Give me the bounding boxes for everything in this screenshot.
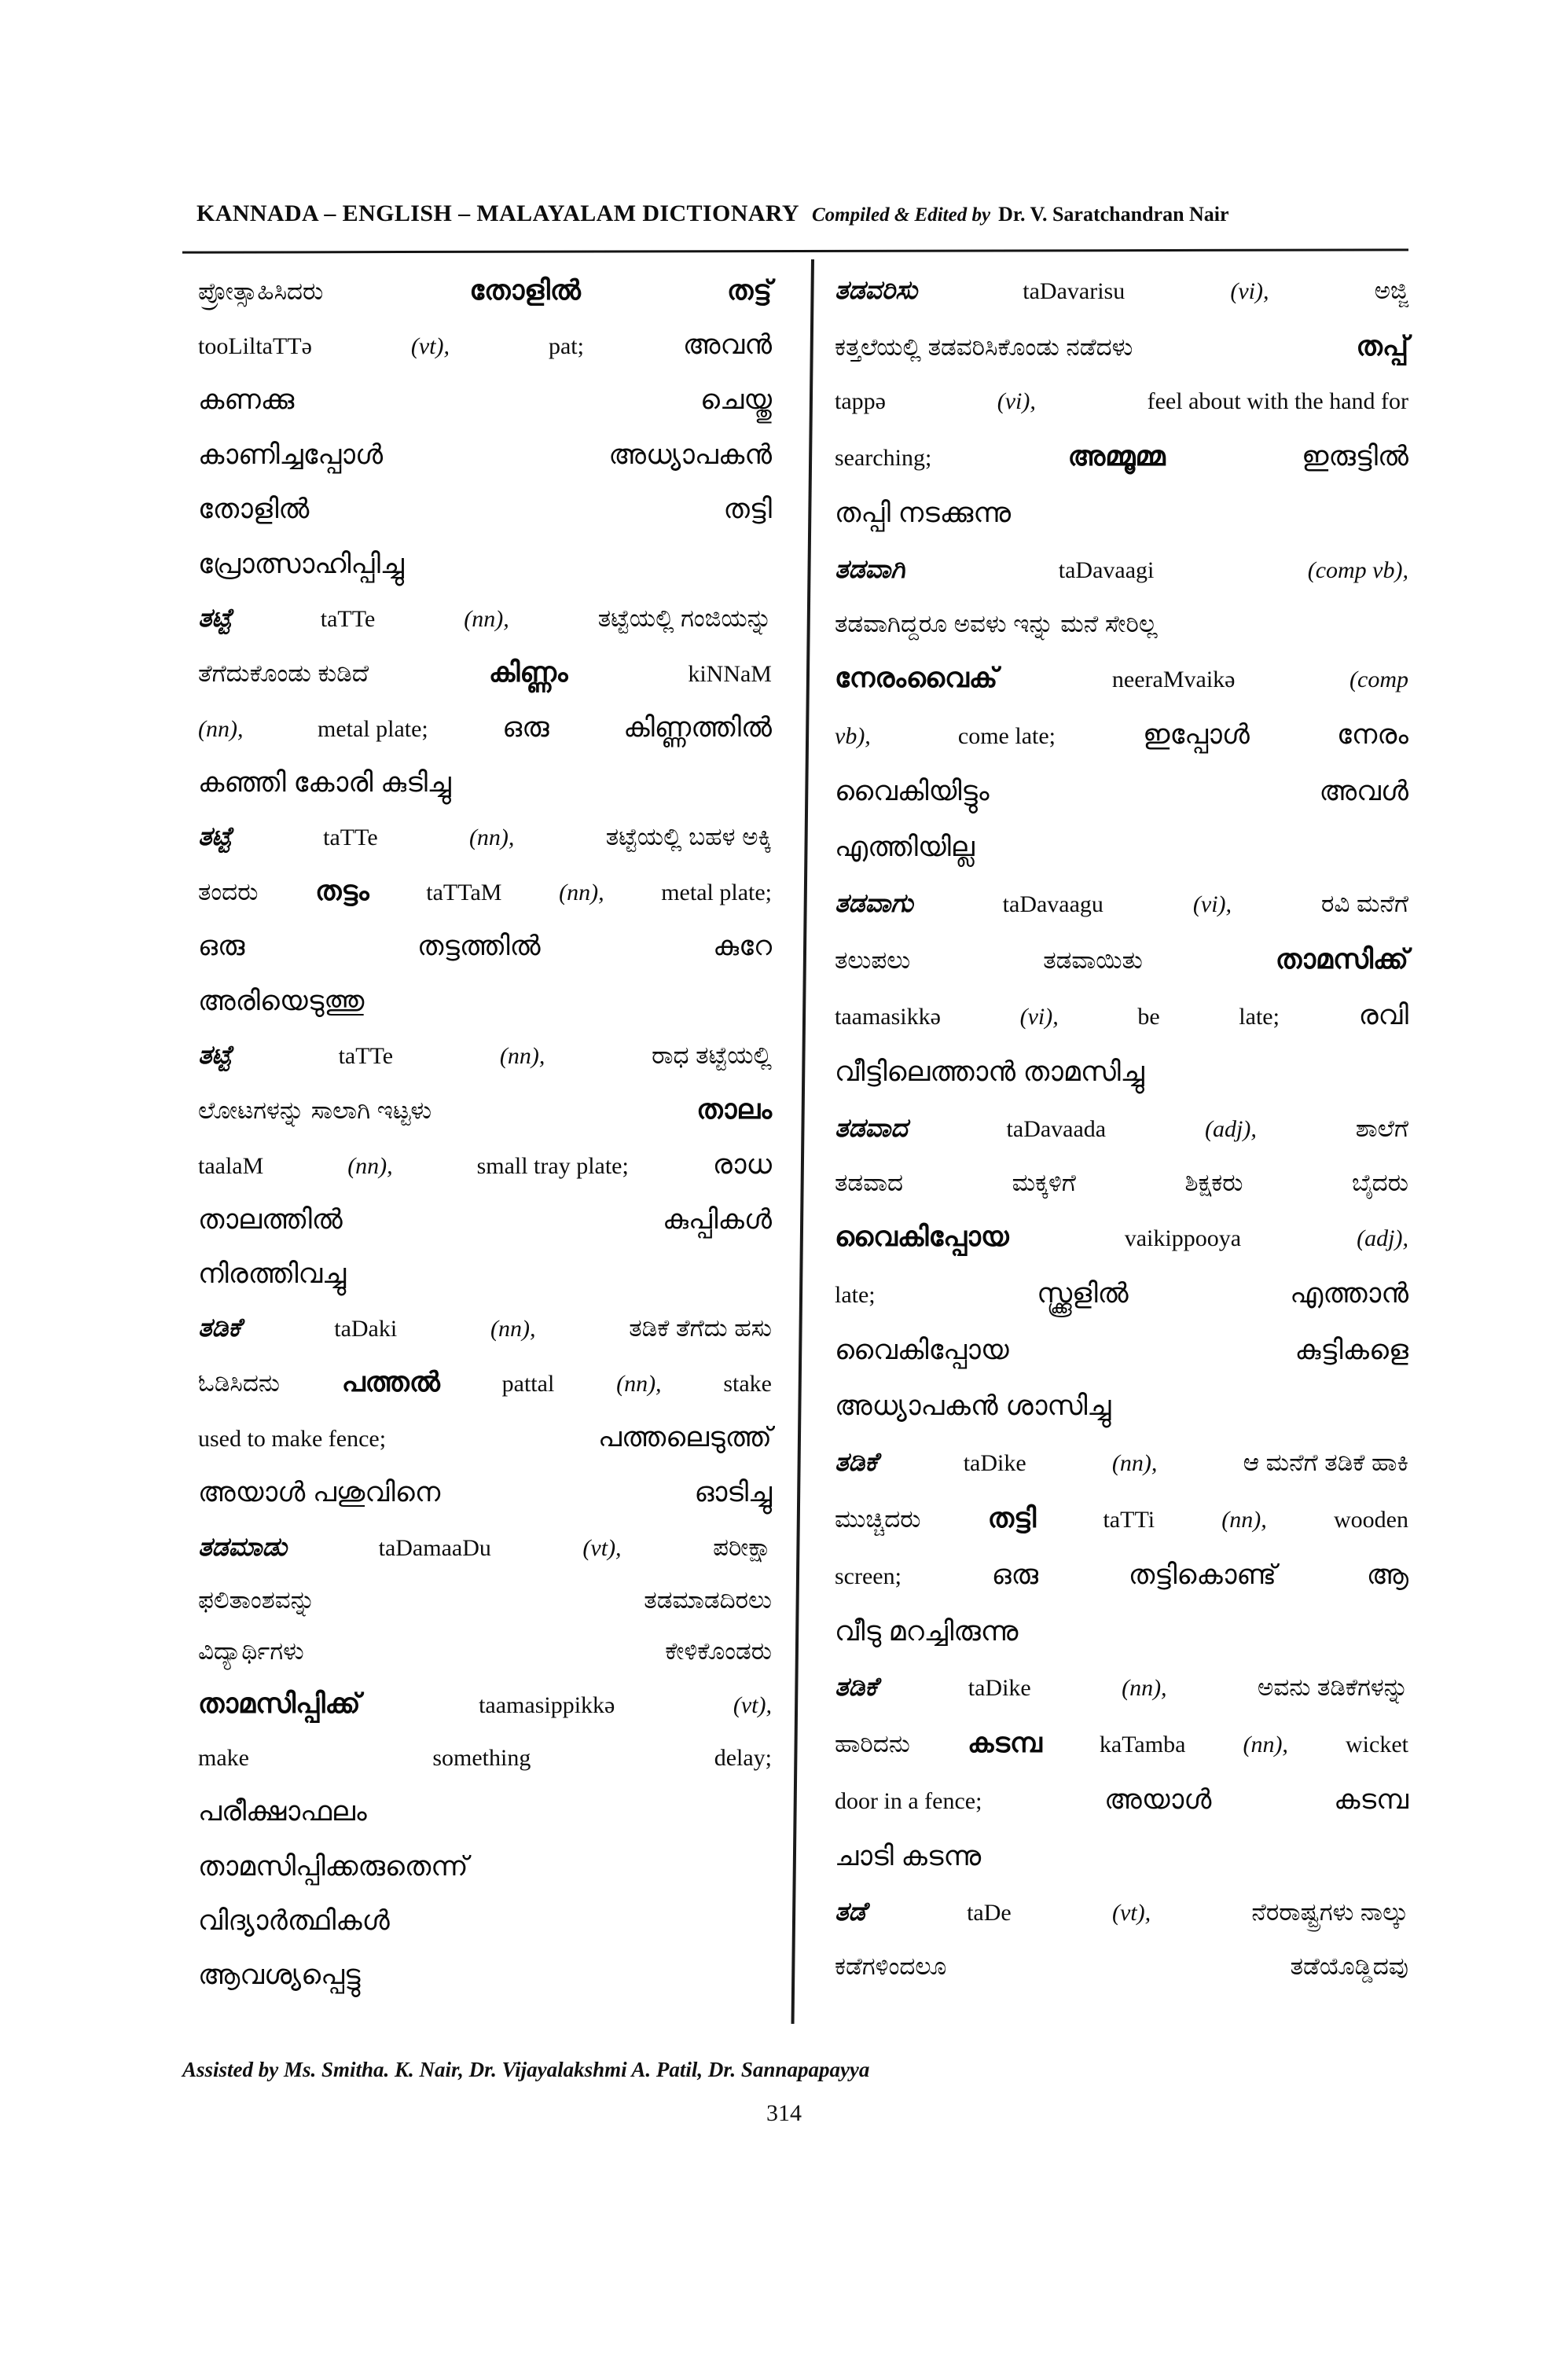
- entry-text: used to make fence;: [198, 1426, 387, 1453]
- dictionary-line: [198, 495, 772, 523]
- dictionary-line: [198, 1423, 772, 1453]
- page-number: 314: [766, 2100, 802, 2126]
- entry-text: വീട്ടിലെത്താൻ താമസിച്ചു: [835, 1056, 1144, 1088]
- dictionary-line: [835, 388, 1408, 415]
- entry-text: screen;: [835, 1563, 902, 1589]
- entry-text: metal plate;: [318, 715, 428, 742]
- entry-text: feel about with the hand for: [1147, 388, 1408, 415]
- entry-text: ഒരു: [991, 1559, 1039, 1590]
- dictionary-line: [198, 1203, 772, 1235]
- entry-text: ಅಜ್ಜಿ: [1374, 277, 1408, 304]
- entry-text: taTTe: [320, 605, 376, 632]
- dictionary-line: [835, 1729, 1408, 1758]
- entry-text: be: [1137, 1004, 1160, 1030]
- entry-text: (vi),: [1192, 891, 1232, 917]
- entry-text: താമസിക്ക്: [1275, 943, 1408, 975]
- headword: ತಡವರಿಸು: [835, 275, 918, 304]
- entry-text: (nn),: [499, 1043, 545, 1070]
- entry-text: കഞ്ഞി കോരി കുടിച്ചു: [198, 766, 451, 798]
- entry-text: searching;: [835, 445, 932, 472]
- entry-text: അയാൾ: [1104, 1783, 1212, 1815]
- entry-text: pattal: [501, 1371, 555, 1398]
- entry-text: (vt),: [733, 1692, 772, 1719]
- footer-credit: Assisted by Ms. Smitha. K. Nair, Dr. Vijayalakshmi A. Patil, Dr. Sannapapayya: [182, 2058, 870, 2081]
- entry-text: തട്ടികൊണ്ട്: [1128, 1559, 1276, 1590]
- entry-text: ಮಕ್ಕಳಿಗೆ: [1012, 1168, 1076, 1196]
- entry-text: taTTaM: [426, 880, 502, 906]
- entry-text: കടമ്പ: [967, 1727, 1042, 1758]
- dictionary-line: [198, 1798, 772, 1826]
- entry-text: തട്ടം: [315, 876, 369, 907]
- entry-text: ಕಡೆಗಳಿಂದಲೂ: [835, 1952, 947, 1981]
- entry-text: അധ്യാപകൻ: [608, 439, 772, 470]
- entry-text: തോളിൽ: [198, 494, 310, 525]
- entry-text: (nn),: [490, 1316, 536, 1342]
- entry-text: കുപ്പികൾ: [663, 1203, 772, 1235]
- entry-text: അവൾ: [1319, 776, 1408, 807]
- dictionary-line: [198, 1745, 772, 1772]
- entry-text: ಅವನು ತಡಿಕೆಗಳನ್ನು: [1257, 1673, 1408, 1701]
- entry-text: late;: [835, 1281, 876, 1308]
- entry-text: ಓಡಿಸಿದನು: [198, 1369, 280, 1398]
- entry-text: ತಲುಪಲು: [835, 946, 911, 974]
- dictionary-line: [198, 604, 772, 633]
- entry-text: make: [198, 1745, 249, 1772]
- entry-text: ಬೈದರು: [1352, 1168, 1408, 1196]
- entry-text: taTTe: [323, 825, 378, 851]
- dictionary-line: [835, 1673, 1408, 1702]
- entry-text: തട്ടി: [723, 494, 772, 525]
- entry-text: something: [432, 1745, 531, 1772]
- dictionary-line: [835, 499, 1408, 527]
- entry-text: (nn),: [198, 715, 244, 742]
- dictionary-line: [835, 1336, 1408, 1364]
- entry-text: taDike: [963, 1449, 1026, 1476]
- dictionary-line: [198, 1533, 772, 1562]
- entry-text: taDavarisu: [1023, 278, 1126, 304]
- entry-text: ರಾಧ ತಟ್ಟೆಯಲ್ಲಿ: [652, 1041, 772, 1070]
- entry-text: wooden: [1333, 1506, 1408, 1533]
- dictionary-line: [835, 443, 1408, 472]
- dictionary-line: [835, 1277, 1408, 1309]
- dictionary-line: [198, 987, 772, 1016]
- entry-text: taDavaagu: [1002, 891, 1103, 917]
- entry-text: വീടു മറച്ചിരുന്നു: [835, 1615, 1019, 1647]
- entry-text: tooLiltaTTə: [198, 333, 312, 360]
- entry-text: (nn),: [1221, 1506, 1267, 1533]
- entry-text: door in a fence;: [835, 1787, 982, 1814]
- entry-text: (vt),: [582, 1534, 622, 1561]
- entry-text: (comp: [1350, 667, 1408, 693]
- dictionary-line: [835, 721, 1408, 750]
- entry-text: ആ: [1366, 1559, 1408, 1590]
- dictionary-line: [198, 1368, 772, 1398]
- entry-text: അയാൾ പശുവിനെ: [198, 1477, 441, 1508]
- entry-text: (nn),: [1111, 1449, 1158, 1476]
- dictionary-line: [835, 1954, 1408, 1979]
- dictionary-line: [198, 1260, 772, 1288]
- dictionary-line: [835, 1446, 1408, 1477]
- dictionary-line: [198, 1478, 772, 1507]
- entry-text: taDike: [968, 1674, 1031, 1701]
- dictionary-line: [835, 1561, 1408, 1590]
- entry-text: കടമ്പ: [1334, 1783, 1408, 1815]
- entry-text: ಶಿಕ್ಷಕರು: [1184, 1168, 1243, 1196]
- entry-text: ತಡವಾಯಿತು: [1043, 946, 1143, 974]
- dictionary-line: [835, 1058, 1408, 1086]
- dictionary-line: [198, 932, 772, 960]
- entry-text: ತಟ್ಟೆಯಲ್ಲಿ ಬಹಳ ಅಕ್ಕಿ: [605, 823, 772, 851]
- dictionary-line: [198, 1148, 772, 1180]
- dictionary-line: [835, 1001, 1408, 1030]
- entry-text: taamasikkə: [835, 1004, 941, 1030]
- entry-text: small tray plate;: [476, 1152, 629, 1179]
- entry-text: കണക്കു: [198, 384, 295, 416]
- entry-text: taDaki: [334, 1316, 398, 1342]
- entry-text: late;: [1239, 1004, 1280, 1030]
- dictionary-line: [198, 877, 772, 906]
- entry-text: ഒരു: [198, 931, 245, 962]
- dictionary-line: [198, 550, 772, 578]
- dictionary-line: [835, 887, 1408, 918]
- entry-text: taamasippikkə: [479, 1692, 615, 1719]
- entry-text: stake: [723, 1371, 772, 1398]
- entry-text: taDavaada: [1006, 1115, 1107, 1142]
- headword: ತಟ್ಟೆ: [198, 1040, 232, 1070]
- entry-text: തട്ടി: [987, 1502, 1037, 1533]
- entry-text: പ്രോത്സാഹിപ്പിച്ചു: [198, 548, 404, 579]
- entry-text: പത്തലെടുത്ത്: [598, 1422, 772, 1453]
- entry-text: തപ്പ്: [1356, 331, 1408, 362]
- dictionary-line: [835, 1898, 1408, 1926]
- dictionary-line: [198, 277, 772, 305]
- entry-text: രവി: [1358, 1000, 1408, 1031]
- entry-text: താമസിപ്പിക്കരുതെന്ന്: [198, 1850, 468, 1882]
- entry-text: കുട്ടികളെ: [1294, 1334, 1408, 1365]
- dictionary-line: [835, 1170, 1408, 1196]
- headword: ತಟ್ಟೆ: [198, 602, 232, 632]
- entry-text: അധ്യാപകൻ ശാസിച്ചു: [835, 1390, 1111, 1422]
- entry-text: താലത്തിൽ: [198, 1203, 343, 1235]
- entry-text: രാധ: [712, 1148, 772, 1180]
- entry-text: kaTamba: [1099, 1731, 1186, 1757]
- dictionary-line: [835, 1504, 1408, 1533]
- entry-text: vb),: [835, 723, 871, 750]
- entry-text: ಲೋಟಗಳನ್ನು ಸಾಲಾಗಿ ಇಟ್ಟಳು: [198, 1096, 432, 1125]
- entry-text: ഇരുട്ടിൽ: [1302, 441, 1408, 472]
- left-column: [198, 277, 772, 2016]
- entry-text: ഓടിച്ചു: [694, 1477, 772, 1508]
- headword: ತಡವಾದ: [835, 1112, 908, 1142]
- entry-text: ആവശ്യപ്പെട്ടു: [198, 1959, 361, 1991]
- header-rule: [182, 248, 1408, 253]
- entry-text: വൈകിപ്പോയ: [835, 1334, 1009, 1365]
- entry-text: wicket: [1346, 1731, 1408, 1757]
- entry-text: taDe: [967, 1900, 1012, 1926]
- entry-text: (vt),: [410, 333, 450, 360]
- entry-text: അരിയെടുത്തു: [198, 985, 365, 1016]
- entry-text: tappə: [835, 388, 886, 415]
- entry-text: തട്ട്: [726, 275, 772, 306]
- dictionary-line: [198, 1961, 772, 1989]
- dictionary-line: [835, 1783, 1408, 1815]
- dictionary-line: [835, 1112, 1408, 1143]
- dictionary-line: [835, 1223, 1408, 1252]
- dictionary-line: [835, 1615, 1408, 1647]
- entry-text: (adj),: [1205, 1115, 1257, 1142]
- dictionary-line: [835, 943, 1408, 975]
- entry-text: (nn),: [347, 1152, 393, 1179]
- dictionary-line: [198, 1585, 772, 1614]
- running-head-title: KANNADA – ENGLISH – MALAYALAM DICTIONARY: [196, 200, 799, 226]
- dictionary-line: [198, 441, 772, 469]
- dictionary-line: [835, 1392, 1408, 1420]
- entry-text: നേരംവൈക്: [835, 663, 998, 694]
- column-divider: [791, 259, 814, 2024]
- entry-text: ಕೇಳಿಕೊಂಡರು: [665, 1636, 772, 1665]
- entry-text: ഇപ്പോൾ: [1143, 719, 1250, 751]
- headword: ತಡೆ: [835, 1897, 866, 1926]
- dictionary-line: [198, 1096, 772, 1124]
- entry-text: കുറേ: [713, 931, 772, 962]
- headword: ತಡಿಕೆ: [835, 1446, 878, 1476]
- entry-text: സ്ക്കൂളിൽ: [1037, 1277, 1129, 1309]
- headword: ತಡವಾಗಿ: [835, 553, 905, 583]
- entry-text: come late;: [957, 723, 1056, 750]
- entry-text: (vi),: [997, 388, 1036, 415]
- entry-text: കിണ്ണത്തിൽ: [623, 711, 772, 743]
- headword: ತಡಮಾಡು: [198, 1531, 288, 1561]
- entry-text: (nn),: [468, 825, 515, 851]
- dictionary-line: [198, 1850, 772, 1882]
- entry-text: പത്തൽ: [341, 1367, 440, 1398]
- entry-text: വിദ്യാർത്ഥികൾ: [198, 1904, 390, 1936]
- entry-text: kiNNaM: [688, 660, 772, 687]
- dictionary-line: [835, 277, 1408, 305]
- entry-text: ತಡವಾಗಿದ್ದರೂ ಅವಳು ಇನ್ನು ಮನೆ ಸೇರಿಲ್ಲ: [835, 609, 1158, 637]
- dictionary-line: [198, 656, 772, 688]
- entry-text: വൈകിപ്പോയ: [835, 1221, 1009, 1252]
- entry-text: നേരം: [1337, 719, 1408, 751]
- entry-text: taDamaaDu: [378, 1534, 491, 1561]
- entry-text: ಮುಚ್ಚಿದರು: [835, 1504, 921, 1533]
- dictionary-line: [198, 1690, 772, 1719]
- entry-text: metal plate;: [661, 880, 772, 906]
- entry-text: നിരത്തിവച്ചു: [198, 1258, 347, 1289]
- entry-text: ತಡಿಕೆ ತೆಗೆದು ಹಸು: [629, 1314, 772, 1342]
- dictionary-line: [198, 823, 772, 851]
- entry-text: ಹಾರಿದನು: [835, 1729, 910, 1757]
- entry-text: തോളിൽ: [469, 275, 581, 306]
- entry-text: ಶಾಲೆಗೆ: [1355, 1114, 1408, 1142]
- entry-text: ഒരു: [502, 711, 549, 743]
- entry-text: താലം: [696, 1094, 772, 1126]
- dictionary-line: [198, 1636, 772, 1665]
- headword: ತಡಿಕೆ: [835, 1671, 878, 1701]
- headword: ತಟ್ಟೆ: [198, 821, 232, 851]
- right-column: [835, 277, 1408, 2007]
- dictionary-line: [835, 1842, 1408, 1871]
- entry-text: പരീക്ഷാഫലം: [198, 1796, 367, 1827]
- running-head-compiled-label: Compiled & Edited by: [811, 204, 991, 226]
- entry-text: (vt),: [1111, 1900, 1151, 1926]
- dictionary-line: [198, 711, 772, 743]
- dictionary-line: [835, 777, 1408, 806]
- entry-text: (nn),: [1243, 1731, 1288, 1757]
- dictionary-line: [835, 833, 1408, 861]
- entry-text: (comp vb),: [1307, 556, 1408, 583]
- entry-text: vaikippooya: [1124, 1225, 1242, 1251]
- entry-text: (vi),: [1019, 1004, 1059, 1030]
- entry-text: (nn),: [464, 605, 509, 632]
- dictionary-line: [835, 609, 1408, 637]
- headword: ತಡವಾಗು: [835, 887, 913, 917]
- entry-text: തട്ടത്തിൽ: [417, 931, 541, 962]
- entry-text: (nn),: [616, 1371, 662, 1398]
- dictionary-line: [835, 553, 1408, 584]
- entry-text: delay;: [714, 1745, 772, 1772]
- entry-text: ಪ್ರೋತ್ಸಾಹಿಸಿದರು: [198, 277, 324, 305]
- headword: ತಡಿಕೆ: [198, 1313, 241, 1342]
- dictionary-line: [198, 331, 772, 360]
- entry-text: ತಂದರು: [198, 878, 259, 906]
- dictionary-line: [198, 386, 772, 414]
- entry-text: neeraMvaikə: [1111, 667, 1236, 693]
- entry-text: (adj),: [1357, 1225, 1408, 1251]
- entry-text: എത്താൻ: [1290, 1277, 1408, 1309]
- entry-text: ಆ ಮನೆಗೆ ತಡಿಕೆ ಹಾಕಿ: [1243, 1448, 1408, 1476]
- entry-text: ನೆರರಾಷ್ಟ್ರಗಳು ನಾಲ್ಕು: [1251, 1898, 1408, 1926]
- dictionary-line: [198, 766, 772, 798]
- entry-text: ತೆಗೆದುಕೊಂಡು ಕುಡಿದೆ: [198, 659, 369, 687]
- entry-text: അവൻ: [682, 329, 772, 361]
- entry-text: ವಿದ್ಯಾರ್ಥಿಗಳು: [198, 1636, 304, 1665]
- entry-text: ತಡಮಾಡದಿರಲು: [644, 1585, 772, 1614]
- entry-text: എത്തിയില്ല: [835, 832, 975, 863]
- entry-text: കിണ്ണം: [488, 656, 568, 688]
- dictionary-line: [835, 664, 1408, 693]
- entry-text: ಫಲಿತಾಂಶವನ್ನು: [198, 1585, 315, 1614]
- entry-text: ചെയ്തു: [700, 384, 772, 416]
- entry-text: taTTi: [1103, 1506, 1155, 1533]
- dictionary-line: [835, 332, 1408, 361]
- running-head-editor: Dr. V. Saratchandran Nair: [998, 203, 1229, 226]
- entry-text: അമ്മൂമ്മ: [1067, 441, 1166, 472]
- entry-text: ತಡವಾದ: [835, 1168, 904, 1196]
- entry-text: ತಡೆಯೊಡ್ಡಿದವು: [1290, 1952, 1408, 1981]
- running-head: [196, 200, 1407, 238]
- entry-text: ചാടി കടന്നു: [835, 1840, 982, 1871]
- entry-text: ಕತ್ತಲೆಯಲ್ಲಿ ತಡವರಿಸಿಕೊಂಡು ನಡೆದಳು: [835, 333, 1133, 361]
- dictionary-line: [198, 1314, 772, 1342]
- entry-text: (nn),: [559, 880, 604, 906]
- dictionary-line: [198, 1041, 772, 1070]
- entry-text: taalaM: [198, 1152, 264, 1179]
- entry-text: (vi),: [1230, 278, 1269, 304]
- entry-text: pat;: [548, 333, 584, 360]
- entry-text: കാണിച്ചപ്പോൾ: [198, 439, 384, 470]
- entry-text: taTTe: [338, 1043, 394, 1070]
- entry-text: തപ്പി നടക്കുന്നു: [835, 498, 1011, 529]
- entry-text: ತಟ್ಟೆಯಲ್ಲಿ ಗಂಜಿಯನ್ನು: [597, 604, 772, 632]
- entry-text: ಪರೀಕ್ಷಾ: [713, 1533, 772, 1561]
- entry-text: (nn),: [1122, 1674, 1167, 1701]
- entry-text: ರವಿ ಮನೆಗೆ: [1321, 889, 1408, 917]
- entry-text: വൈകിയിട്ടും: [835, 776, 990, 807]
- entry-text: താമസിപ്പിക്ക്: [198, 1688, 361, 1720]
- dictionary-line: [198, 1904, 772, 1936]
- entry-text: taDavaagi: [1058, 556, 1155, 583]
